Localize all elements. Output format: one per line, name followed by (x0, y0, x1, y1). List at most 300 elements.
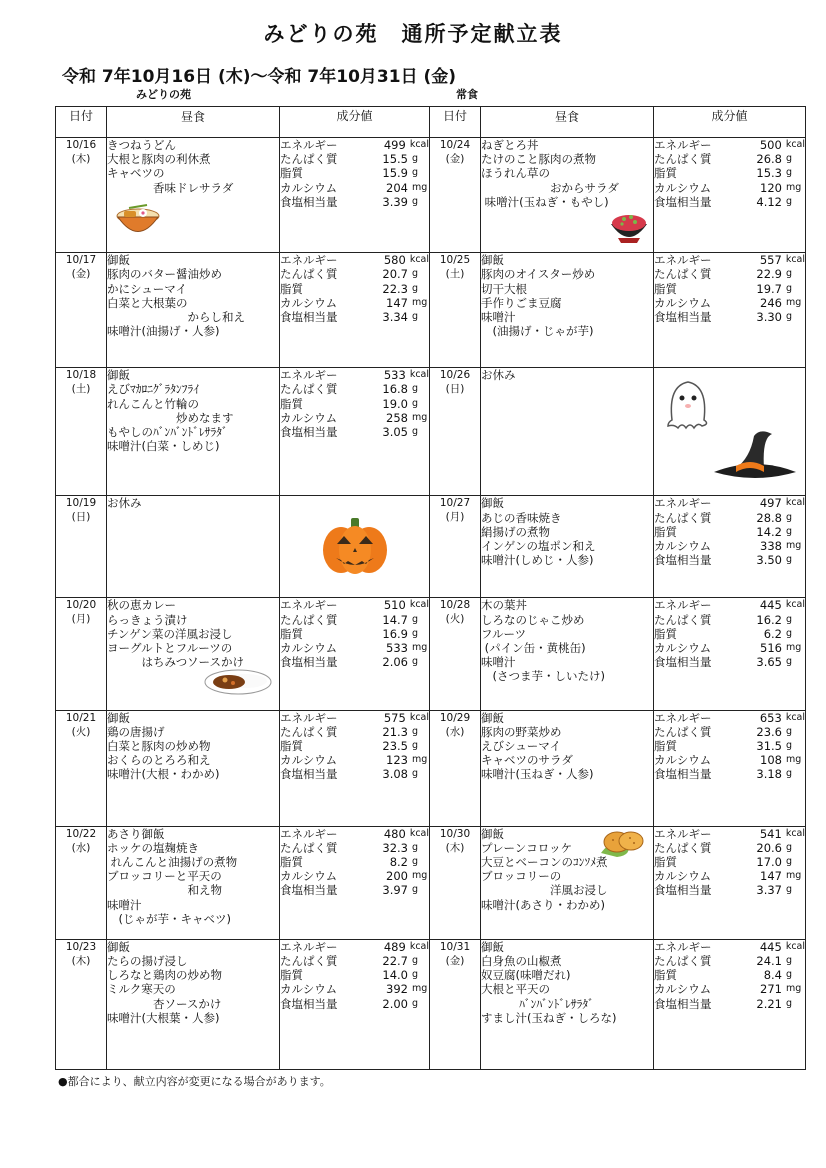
nutrient-unit: g (412, 195, 419, 207)
nutrient-row (654, 598, 805, 612)
date-text: 10/20 (65, 599, 97, 612)
menu-row (56, 253, 806, 368)
nutrient-unit: g (786, 841, 793, 853)
date-cell (430, 939, 481, 1069)
nutrient-row (654, 195, 805, 209)
nutrient-label: 食塩相当量 (280, 309, 338, 324)
nutrient-value: 246 (760, 295, 782, 310)
date-cell (430, 598, 481, 710)
lunch-header (481, 107, 654, 138)
nutrient-unit: g (786, 739, 793, 751)
nutrient-unit: mg (412, 870, 428, 882)
nutrient-row (654, 253, 805, 267)
menu-item: 御飯 (481, 710, 504, 725)
nutrient-value: 15.9 (382, 166, 408, 181)
nutrient-row (654, 767, 805, 781)
nutrient-unit: g (412, 954, 419, 966)
nutrient-value: 510 (383, 598, 406, 613)
nutrient-unit: mg (786, 296, 802, 308)
nutrient-label: カルシウム (280, 641, 338, 656)
date-text: 10/29 (439, 711, 471, 724)
menu-item: 味噌汁(大根葉・人参) (107, 1010, 220, 1025)
date-text: 10/28 (439, 599, 471, 612)
nutrient-value: 19.7 (756, 281, 782, 296)
nutrient-row (280, 267, 429, 281)
nutrient-label: エネルギー (280, 138, 338, 152)
nutrient-value: 16.8 (382, 382, 408, 397)
nutrient-row (654, 855, 805, 869)
nutrient-label: 脂質 (280, 855, 303, 870)
nutrient-value: 14.7 (382, 612, 408, 627)
nutrient-unit: g (412, 282, 419, 294)
nutrition-cell (654, 826, 806, 939)
nutrient-value: 3.39 (382, 194, 408, 209)
nutrient-label: 食塩相当量 (280, 883, 338, 898)
menu-item: 鶏の唐揚げ (107, 724, 165, 739)
nutrient-row (280, 869, 429, 883)
nutrient-row (654, 753, 805, 767)
nutrient-unit: mg (412, 983, 428, 995)
nutrition-header: 成分値 (654, 107, 806, 138)
nutrient-unit: g (412, 627, 419, 639)
nutrient-row (654, 511, 805, 525)
nutrient-unit: g (786, 656, 793, 668)
menu-item: 御飯 (107, 710, 130, 725)
weekday-text: (日) (445, 383, 465, 396)
nutrient-unit: g (412, 656, 419, 668)
weekday-text: (金) (445, 954, 465, 967)
menu-item: 杏ソースかけ (107, 996, 222, 1011)
weekday-text: (火) (71, 725, 91, 738)
nutrient-value: 338 (760, 538, 782, 553)
nutrition-cell (280, 826, 430, 939)
nutrient-label: 脂質 (654, 524, 677, 539)
nutrition-cell (280, 598, 430, 710)
menu-item: もやしのﾊﾞﾝﾊﾞﾝﾄﾞﾚｻﾗﾀﾞ (107, 425, 228, 440)
nutrient-unit: mg (786, 539, 802, 551)
nutrient-value: 541 (759, 826, 782, 841)
ghost-icon (664, 376, 712, 436)
nutrient-unit: mg (786, 181, 802, 193)
nutrition-cell (280, 939, 430, 1069)
nutrient-row (654, 711, 805, 725)
nutrient-label: カルシウム (280, 295, 338, 310)
menu-table (55, 106, 806, 1070)
nutrient-label: 食塩相当量 (654, 996, 712, 1011)
menu-item: たけのこと豚肉の煮物 (481, 152, 596, 167)
nutrient-unit: g (786, 997, 793, 1009)
nutrient-label: エネルギー (654, 710, 712, 725)
nutrient-row (654, 982, 805, 996)
date-text: 10/30 (439, 827, 471, 840)
nutrient-unit: g (412, 856, 419, 868)
nutrient-unit: g (786, 195, 793, 207)
nutrient-label: カルシウム (280, 869, 338, 884)
menu-item: (パイン缶・黄桃缶) (481, 641, 586, 656)
nutrient-label: たんぱく質 (280, 267, 338, 282)
date-text: 10/27 (439, 497, 471, 510)
nutrient-value: 3.97 (382, 883, 408, 898)
nutrition-cell (280, 138, 430, 253)
nutrient-unit: g (786, 856, 793, 868)
nutrient-label: たんぱく質 (654, 840, 712, 855)
weekday-text: (水) (71, 841, 91, 854)
nutrient-value: 17.0 (756, 855, 782, 870)
nutrient-label: カルシウム (654, 869, 712, 884)
nutrient-unit: g (412, 997, 419, 1009)
nutrient-label: カルシウム (654, 641, 712, 656)
nutrient-label: 脂質 (654, 855, 677, 870)
nutrition-cell (654, 598, 806, 710)
nutrient-label: たんぱく質 (280, 724, 338, 739)
weekday-text: (金) (445, 153, 465, 165)
nutrient-unit: g (786, 969, 793, 981)
nutrient-value: 120 (760, 180, 782, 195)
date-text: 10/18 (65, 369, 97, 382)
menu-item: えびﾏｶﾛﾆｸﾞﾗﾀﾝﾌﾗｲ (107, 382, 199, 397)
nutrient-row (280, 711, 429, 725)
nutrient-label: エネルギー (654, 253, 712, 268)
nutrient-unit: kcal (409, 139, 429, 150)
menu-item: きつねうどん (107, 138, 176, 152)
date-cell (56, 826, 107, 939)
menu-item: 炒めなます (107, 410, 234, 425)
nutrient-row (280, 997, 429, 1011)
menu-item: 味噌汁(玉ねぎ・人参) (481, 767, 594, 782)
nutrient-label: 脂質 (280, 968, 303, 983)
nutrient-label: 脂質 (654, 626, 677, 641)
nutrient-unit: kcal (785, 599, 805, 611)
menu-item: 御飯 (107, 939, 130, 954)
date-cell (56, 368, 107, 496)
menu-item: インゲンの塩ポン和え (481, 538, 596, 553)
date-text: 10/24 (439, 139, 471, 151)
nutrient-value: 147 (386, 295, 408, 310)
nutrition-cell (654, 496, 806, 598)
menu-item: ブロッコリーの (481, 869, 562, 884)
weekday-text: (月) (445, 511, 465, 524)
nutrient-unit: mg (786, 983, 802, 995)
menu-item: はちみつソースかけ (107, 655, 244, 670)
menu-item: かにシューマイ (107, 281, 188, 296)
nutrient-row (280, 411, 429, 425)
nutrient-value: 557 (759, 253, 782, 268)
period-label: 令和 7年10月16日 (木)～令和 7年10月31日 (金) (62, 67, 457, 87)
nutrient-row (654, 739, 805, 753)
nutrient-row (280, 655, 429, 669)
menu-item: 御飯 (481, 939, 504, 954)
nutrient-label: カルシウム (654, 982, 712, 997)
nutrient-value: 499 (383, 138, 406, 152)
date-cell (56, 939, 107, 1069)
nutrient-row (654, 181, 805, 195)
menu-item: 和え物 (107, 883, 222, 898)
nutrient-value: 24.1 (756, 953, 782, 968)
nutrient-row (654, 296, 805, 310)
menu-item: (じゃが芋・キャベツ) (107, 911, 231, 926)
menu-items-cell (481, 138, 654, 253)
nutrient-unit: mg (412, 411, 428, 423)
nutrient-row (280, 368, 429, 382)
menu-item: 豚肉のオイスター炒め (481, 267, 596, 282)
footer-note: ●都合により、献立内容が変更になる場合があります。 (58, 1075, 331, 1088)
menu-item: えびシューマイ (481, 738, 562, 753)
nutrient-unit: g (412, 167, 419, 179)
menu-item: ほうれん草の (481, 166, 550, 181)
nutrient-label: エネルギー (280, 598, 338, 613)
lunch-header (107, 107, 280, 138)
nutrient-unit: mg (412, 754, 428, 766)
menu-item: 味噌汁 (481, 655, 516, 670)
menu-items-cell (107, 496, 280, 598)
nutrient-unit: g (786, 554, 793, 566)
nutrient-unit: g (786, 268, 793, 280)
menu-item: 香味ドレサラダ (107, 180, 234, 195)
nutrient-row (280, 598, 429, 612)
nutrient-label: エネルギー (654, 138, 712, 152)
nutrient-row (654, 641, 805, 655)
nutrient-value: 147 (760, 869, 782, 884)
nutrient-value: 23.5 (382, 738, 408, 753)
nutrient-value: 8.4 (763, 968, 782, 983)
menu-items-cell (481, 826, 654, 939)
nutrition-cell (280, 710, 430, 826)
date-cell (430, 826, 481, 939)
nutrient-unit: g (412, 768, 419, 780)
nutrient-label: たんぱく質 (280, 152, 338, 167)
nutrient-value: 21.3 (382, 724, 408, 739)
date-cell (56, 496, 107, 598)
menu-item: 洋風お浸し (481, 883, 608, 898)
nutrient-value: 2.06 (382, 655, 408, 670)
decoration-cell (654, 368, 806, 496)
menu-items-cell (481, 368, 654, 496)
nutrient-label: カルシウム (654, 295, 712, 310)
nutrient-unit: g (412, 725, 419, 737)
nutrient-label: 脂質 (654, 968, 677, 983)
nutrient-value: 575 (383, 710, 406, 725)
date-cell (430, 253, 481, 368)
nutrient-label: エネルギー (654, 598, 712, 613)
nutrient-label: 脂質 (280, 738, 303, 753)
nutrient-unit: kcal (785, 827, 805, 839)
nutrient-label: 食塩相当量 (280, 655, 338, 670)
nutrient-row (280, 181, 429, 195)
nutrition-cell (280, 368, 430, 496)
nutrient-label: 食塩相当量 (280, 194, 338, 209)
menu-items-cell (481, 710, 654, 826)
nutrient-value: 445 (759, 598, 782, 613)
header-row (56, 107, 806, 138)
holiday-label: お休み (107, 496, 142, 511)
pumpkin-icon (319, 516, 391, 580)
menu-item: ヨーグルトとフルーツの (107, 641, 233, 656)
nutrient-row (654, 827, 805, 841)
nutrient-unit: kcal (785, 254, 805, 266)
nutrient-value: 14.0 (382, 968, 408, 983)
menu-items-cell (107, 138, 280, 253)
menu-item: 味噌汁(あさり・わかめ) (481, 897, 605, 912)
date-text: 10/19 (65, 497, 97, 510)
holiday-label: お休み (481, 368, 516, 383)
nutrient-value: 200 (386, 869, 408, 884)
nutrient-label: たんぱく質 (654, 724, 712, 739)
menu-item: 大根と平天の (481, 982, 550, 997)
nutrient-value: 445 (759, 939, 782, 954)
menu-item: おくらのとろろ和え (107, 753, 211, 768)
nutrition-cell (654, 710, 806, 826)
nutrient-unit: mg (786, 754, 802, 766)
nutrient-row (654, 841, 805, 855)
nutrient-unit: g (786, 613, 793, 625)
nutrient-value: 28.8 (756, 510, 782, 525)
menu-item: 切干大根 (481, 281, 527, 296)
nutrient-row (654, 282, 805, 296)
nutrient-row (280, 855, 429, 869)
nutrient-unit: kcal (409, 940, 429, 952)
nutrient-label: 脂質 (654, 166, 677, 181)
nutrient-row (654, 539, 805, 553)
menu-item: 味噌汁(油揚げ・人参) (107, 324, 220, 339)
nutrient-value: 15.3 (756, 166, 782, 181)
nutrient-value: 14.2 (756, 524, 782, 539)
nutrient-unit: mg (412, 642, 428, 654)
nutrient-value: 258 (386, 410, 408, 425)
nutrient-unit: kcal (409, 254, 429, 266)
nutrient-value: 533 (383, 368, 406, 383)
nutrient-value: 3.50 (756, 553, 782, 568)
nutrient-row (280, 138, 429, 152)
nutrient-unit: kcal (785, 711, 805, 723)
nutrient-label: カルシウム (654, 180, 712, 195)
nutrient-row (280, 425, 429, 439)
nutrient-row (280, 940, 429, 954)
date-text: 10/22 (65, 827, 97, 840)
menu-row (56, 939, 806, 1069)
nutrient-label: エネルギー (280, 253, 338, 268)
nutrient-value: 271 (760, 982, 782, 997)
nutrient-row (654, 496, 805, 510)
menu-item: 味噌汁(大根・わかめ) (107, 767, 220, 782)
nutrient-row (654, 152, 805, 166)
nutrient-unit: g (412, 884, 419, 896)
menu-item: 御飯 (481, 496, 504, 511)
menu-item: 秋の恵カレー (107, 598, 176, 613)
nutrient-unit: g (786, 282, 793, 294)
menu-item: しろなのじゃこ炒め (481, 612, 585, 627)
nutrient-value: 2.21 (756, 996, 782, 1011)
nutrient-unit: g (412, 383, 419, 395)
nutrient-label: たんぱく質 (654, 953, 712, 968)
menu-item: ミルク寒天の (107, 982, 176, 997)
menu-items-cell (107, 826, 280, 939)
menu-item: 白身魚の山椒煮 (481, 953, 562, 968)
menu-item: れんこんと油揚げの煮物 (107, 855, 238, 870)
nutrient-label: エネルギー (280, 368, 338, 383)
nutrient-unit: kcal (785, 139, 805, 150)
menu-item: 味噌汁(玉ねぎ・もやし) (481, 194, 609, 209)
nutrient-row (654, 725, 805, 739)
nutrient-row (280, 767, 429, 781)
nutrient-value: 516 (760, 641, 782, 656)
nutrient-row (280, 982, 429, 996)
date-cell (56, 253, 107, 368)
nutrient-value: 3.34 (382, 309, 408, 324)
nutrient-label: エネルギー (654, 939, 712, 954)
menu-item: (油揚げ・じゃが芋) (481, 324, 594, 339)
nutrient-label: カルシウム (654, 538, 712, 553)
page-title: みどりの苑 通所予定献立表 (263, 22, 563, 46)
nutrient-unit: kcal (409, 369, 429, 381)
date-text: 10/17 (65, 254, 97, 267)
nutrient-value: 3.65 (756, 655, 782, 670)
nutrient-value: 204 (386, 180, 408, 195)
nutrient-value: 480 (383, 826, 406, 841)
menu-item: おからサラダ (481, 180, 619, 195)
nutrient-row (654, 883, 805, 897)
nutrient-label: 脂質 (280, 281, 303, 296)
weekday-text: (木) (71, 153, 91, 165)
udon-icon (115, 202, 161, 246)
nutrient-unit: g (412, 268, 419, 280)
menu-row (56, 598, 806, 710)
menu-item: (さつま芋・しいたけ) (481, 669, 605, 684)
nutrient-row (280, 282, 429, 296)
lunch-header-label: 昼食 (180, 110, 205, 124)
nutrient-unit: g (786, 167, 793, 179)
nutrition-header: 成分値 (280, 107, 430, 138)
weekday-text: (木) (71, 954, 91, 967)
nutrient-unit: g (412, 397, 419, 409)
menu-item: 味噌汁(白菜・しめじ) (107, 439, 220, 454)
menu-item: 木の葉丼 (481, 598, 527, 613)
nutrient-label: エネルギー (280, 939, 338, 954)
nutrient-value: 533 (386, 641, 408, 656)
nutrition-cell (280, 253, 430, 368)
date-text: 10/25 (439, 254, 471, 267)
nutrient-row (280, 739, 429, 753)
nutrient-value: 3.30 (756, 309, 782, 324)
curry-icon (203, 666, 273, 700)
nutrient-label: たんぱく質 (280, 382, 338, 397)
date-cell (56, 598, 107, 710)
nutrient-label: 脂質 (280, 626, 303, 641)
menu-item: ブロッコリーと平天の (107, 869, 222, 884)
meal-type-label: 常食 (456, 88, 478, 101)
weekday-text: (水) (445, 725, 465, 738)
nutrient-value: 32.3 (382, 840, 408, 855)
nutrient-unit: g (412, 841, 419, 853)
nutrient-value: 15.5 (382, 152, 408, 167)
nutrition-cell (654, 253, 806, 368)
nutrient-unit: kcal (785, 940, 805, 952)
nutrient-value: 31.5 (756, 738, 782, 753)
menu-item: ホッケの塩麹焼き (107, 840, 199, 855)
nutrient-label: たんぱく質 (280, 612, 338, 627)
weekday-text: (木) (445, 841, 465, 854)
date-text: 10/26 (439, 369, 471, 382)
menu-item: 大根と豚肉の利休煮 (107, 152, 211, 167)
nutrient-unit: mg (786, 870, 802, 882)
date-text: 10/23 (65, 940, 97, 953)
nutrient-row (654, 525, 805, 539)
menu-item: 手作りごま豆腐 (481, 295, 562, 310)
menu-items-cell (481, 598, 654, 710)
nutrient-row (654, 869, 805, 883)
menu-item: ねぎとろ丼 (481, 138, 539, 152)
nutrient-row (280, 627, 429, 641)
nutrient-value: 108 (760, 753, 782, 768)
